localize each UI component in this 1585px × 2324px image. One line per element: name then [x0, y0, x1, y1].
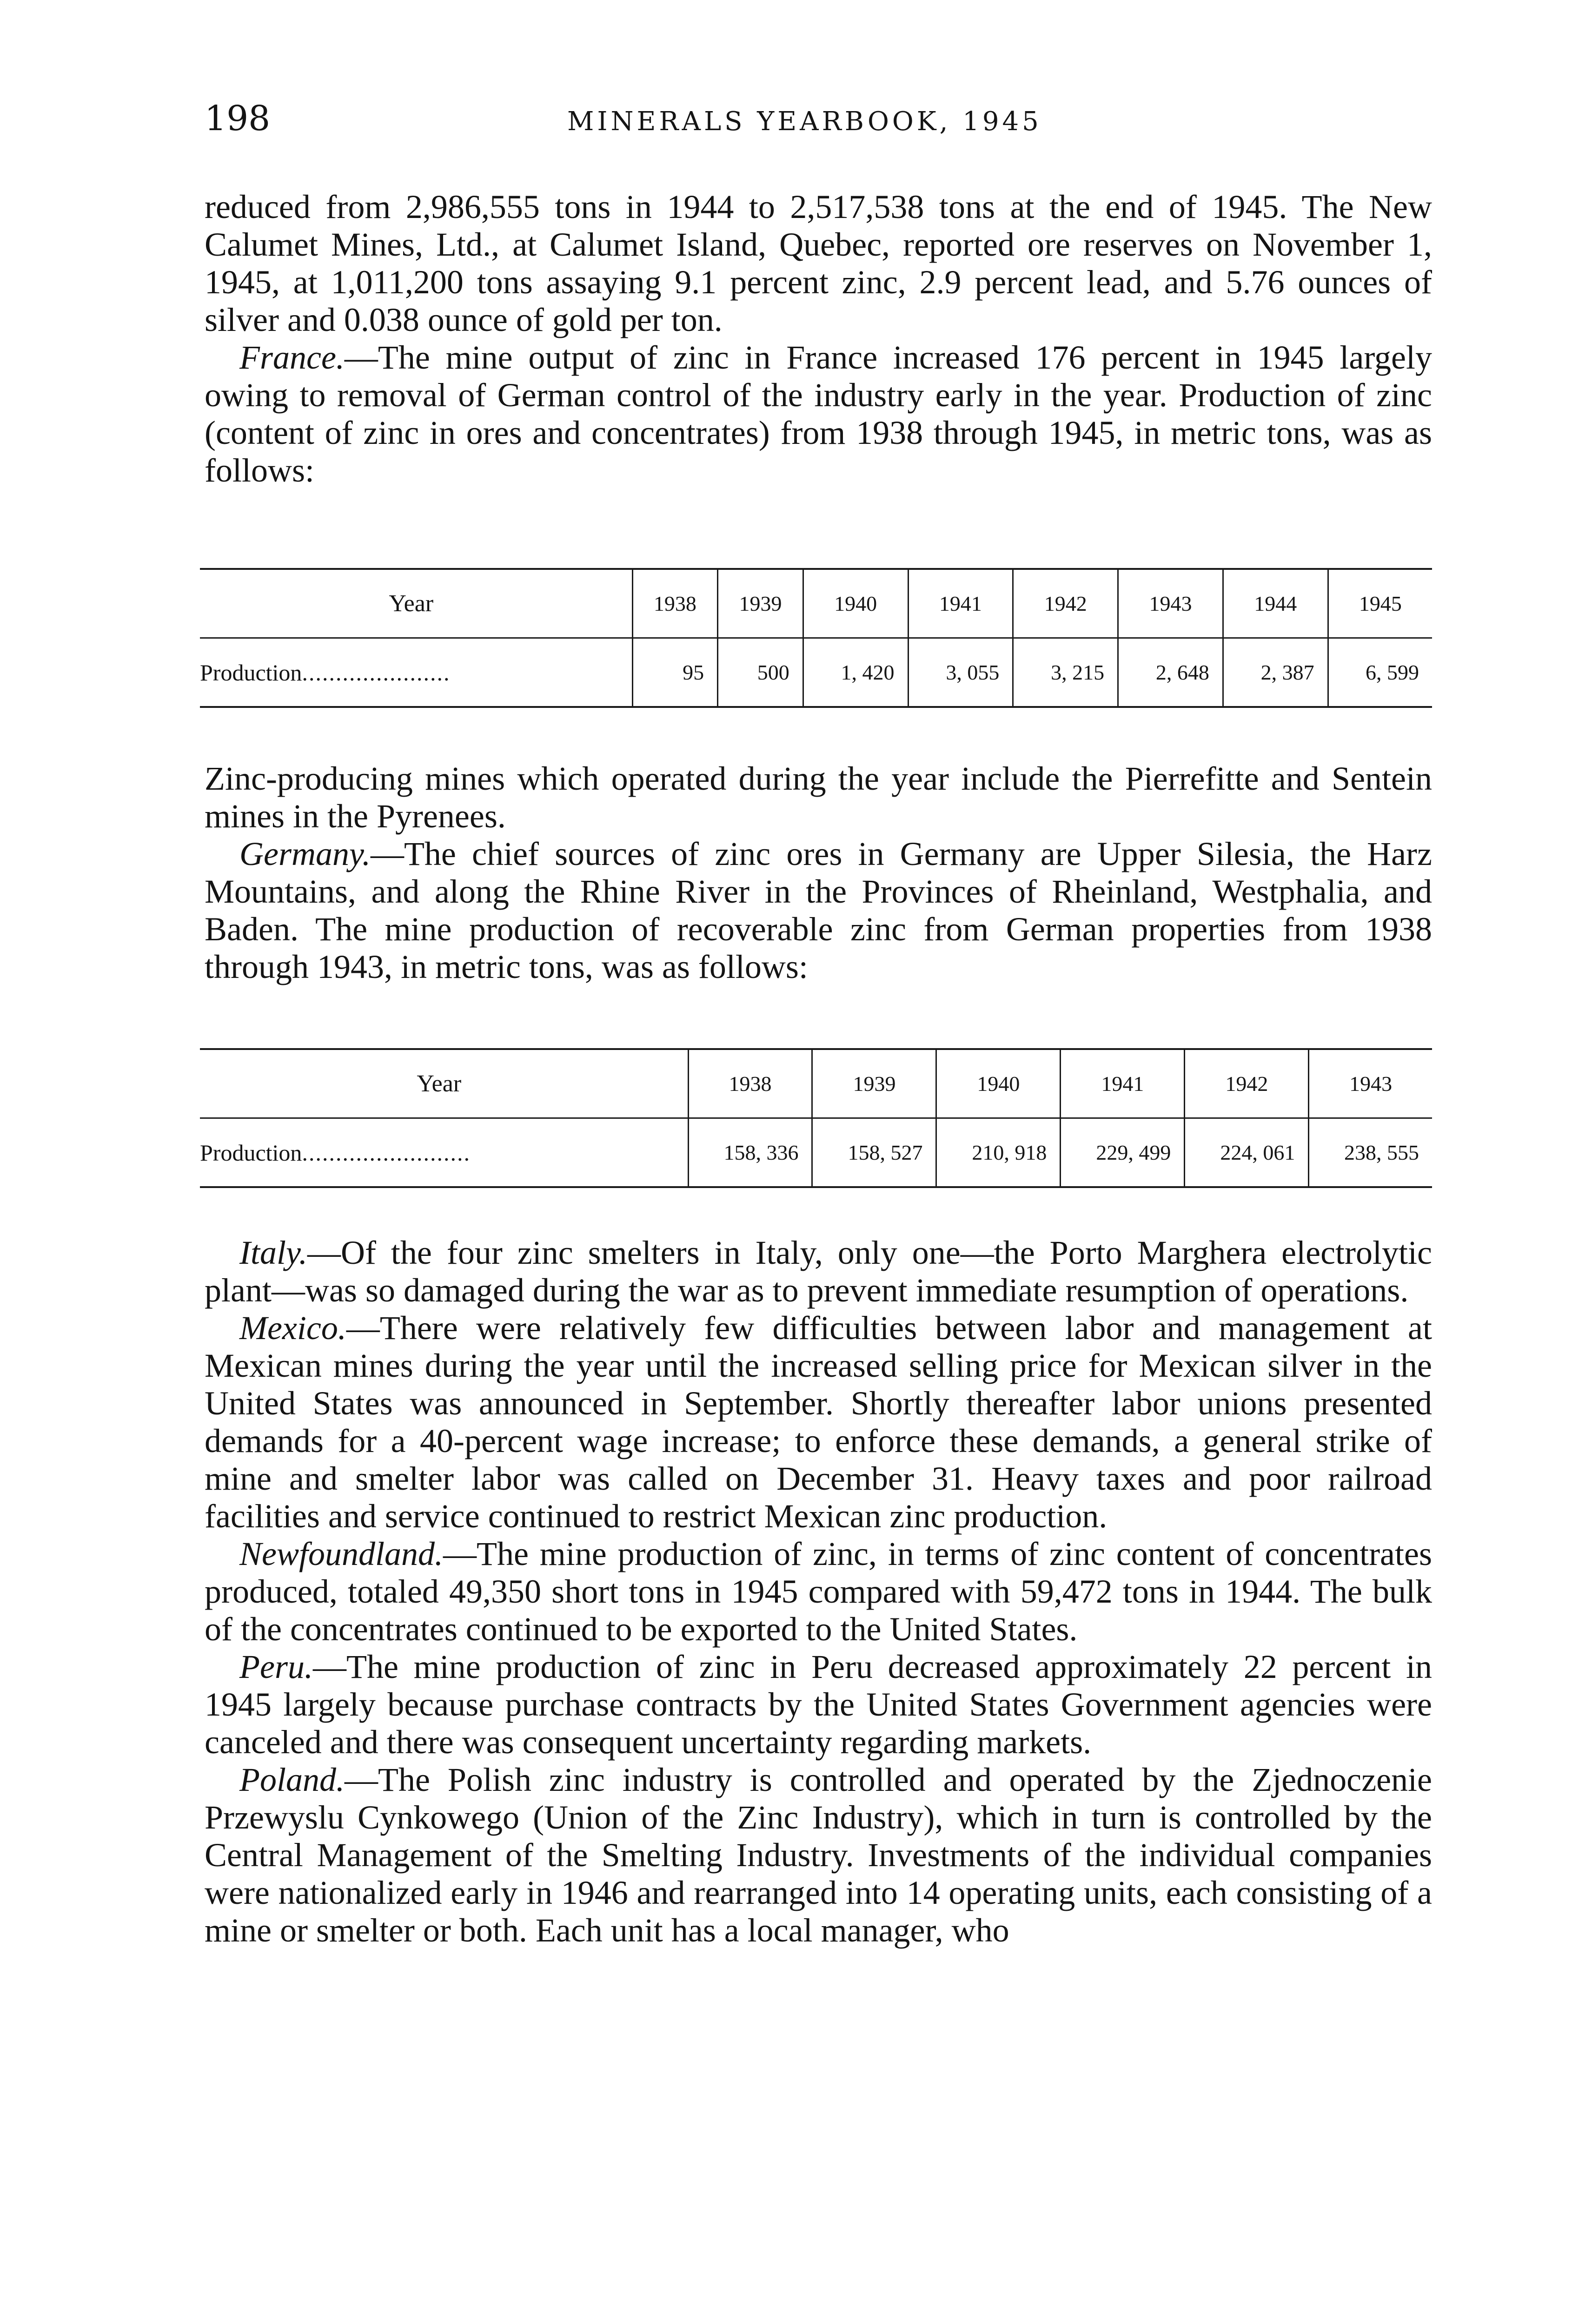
country-heading-poland: Poland. [239, 1761, 345, 1798]
cell-1941: 3, 055 [908, 638, 1013, 707]
running-title: MINERALS YEARBOOK, 1945 [567, 106, 1042, 137]
country-heading-italy: Italy. [239, 1234, 307, 1271]
paragraph-poland [205, 1761, 1432, 1949]
cell-1943: 2, 648 [1118, 638, 1223, 707]
poland-text: —The Polish zinc industry is controlled and operated by the Zjednoczenie Przewyslu Cynkowego (Union of the Zinc Industry), which in turn is controlled by the Central Management of the Smelting Industry. Investments of the individual companies were nationalized early in 1946 and rearranged into 14 operating units, each consisting of a mine or smelter or both. Each unit has a local manager, who [205, 1761, 1432, 1949]
paragraph-reserves: reduced from 2,986,555 tons in 1944 to 2,517,538 tons at the end of 1945. The New Calumet Mines, Ltd., at Calumet Island, Quebec, reported ore reserves on November 1, 1945, at 1,011,200 tons assaying 9.1 percent zinc, 2.9 percent lead, and 5.76 ounces of silver and 0.038 ounce of gold per ton. [205, 188, 1432, 338]
cell-1940: 1, 420 [803, 638, 908, 707]
column-header-1941: 1941 [1061, 1049, 1185, 1118]
running-head [205, 95, 1432, 151]
paragraph-mexico [205, 1309, 1432, 1535]
table-row [200, 1118, 1432, 1188]
paragraph-france-mines: Zinc-producing mines which operated during the year include the Pierrefitte and Sentein mines in the Pyrenees. [205, 760, 1432, 835]
germany-text: —The chief sources of zinc ores in Germany are Upper Silesia, the Harz Mountains, and along the Rhine River in the Provinces of Rheinland, Westphalia, and Baden. The mine production of recoverable zinc from German properties from 1938 through 1943, in metric tons, was as follows: [205, 835, 1432, 985]
cell-1945: 6, 599 [1328, 638, 1432, 707]
country-heading-france: France. [239, 339, 345, 376]
column-header-1944: 1944 [1223, 569, 1328, 638]
cell-1944: 2, 387 [1223, 638, 1328, 707]
table-header-row [200, 569, 1432, 638]
italy-text: —Of the four zinc smelters in Italy, only one—the Porto Marghera electrolytic plant—was so damaged during the war as to prevent immediate resumption of operations. [205, 1234, 1432, 1309]
column-header-1941: 1941 [908, 569, 1013, 638]
paragraph-france [205, 339, 1432, 489]
cell-1941: 229, 499 [1061, 1118, 1185, 1188]
mexico-text: —There were relatively few difficulties between labor and management at Mexican mines during the year until the increased selling price for Mexican silver in the United States was announced in September. Shortly thereafter labor unions presented demands for a 40-percent wage increase; to enforce these demands, a general strike of mine and smelter labor was called on December 31. Heavy taxes and poor railroad facilities and service continued to restrict Mexican zinc production. [205, 1309, 1432, 1535]
column-header-1942: 1942 [1013, 569, 1118, 638]
country-heading-germany: Germany. [239, 835, 371, 872]
cell-1939: 500 [718, 638, 803, 707]
row-label-production: Production......................... [200, 1139, 471, 1166]
text-block-countries [205, 1234, 1432, 1949]
column-header-1940: 1940 [803, 569, 908, 638]
column-header-1939: 1939 [812, 1049, 936, 1118]
text-block-germany [205, 760, 1432, 986]
row-label-production: Production...................... [200, 659, 451, 686]
column-header-1939: 1939 [718, 569, 803, 638]
newfoundland-text: —The mine production of zinc, in terms of zinc content of concentrates produced, totaled 49,350 short tons in 1945 compared with 59,472 tons in 1944. The bulk of the concentrates continued to be exported to the United States. [205, 1535, 1432, 1648]
cell-1938: 158, 336 [688, 1118, 812, 1188]
cell-1942: 3, 215 [1013, 638, 1118, 707]
column-header-year: Year [200, 569, 632, 638]
cell-1938: 95 [632, 638, 718, 707]
column-header-1938: 1938 [688, 1049, 812, 1118]
column-header-1943: 1943 [1118, 569, 1223, 638]
cell-1939: 158, 527 [812, 1118, 936, 1188]
france-production-table [200, 568, 1432, 708]
paragraph-germany [205, 835, 1432, 986]
country-heading-mexico: Mexico. [239, 1309, 346, 1347]
france-text: —The mine output of zinc in France increased 176 percent in 1945 largely owing to removal of German control of the industry early in the year. Production of zinc (content of zinc in ores and concentrates) from 1938 through 1945, in metric tons, was as follows: [205, 339, 1432, 489]
table-header-row [200, 1049, 1432, 1118]
column-header-1938: 1938 [632, 569, 718, 638]
paragraph-italy [205, 1234, 1432, 1309]
text-block-intro [205, 188, 1432, 489]
column-header-year: Year [200, 1049, 688, 1118]
table-row [200, 638, 1432, 707]
dot-leader: ...................... [302, 659, 451, 686]
france-production-table-wrapper [200, 568, 1432, 708]
cell-1943: 238, 555 [1309, 1118, 1432, 1188]
column-header-1942: 1942 [1185, 1049, 1309, 1118]
country-heading-newfoundland: Newfoundland. [239, 1535, 444, 1572]
page-number: 198 [205, 99, 271, 139]
country-heading-peru: Peru. [239, 1648, 313, 1685]
germany-production-table [200, 1048, 1432, 1188]
paragraph-newfoundland [205, 1535, 1432, 1648]
paragraph-peru [205, 1648, 1432, 1761]
cell-1942: 224, 061 [1185, 1118, 1309, 1188]
dot-leader: ......................... [302, 1139, 471, 1166]
cell-1940: 210, 918 [936, 1118, 1061, 1188]
column-header-1945: 1945 [1328, 569, 1432, 638]
column-header-1940: 1940 [936, 1049, 1061, 1118]
germany-production-table-wrapper [200, 1048, 1432, 1188]
column-header-1943: 1943 [1309, 1049, 1432, 1118]
peru-text: —The mine production of zinc in Peru decreased approximately 22 percent in 1945 largely because purchase contracts by the United States Government agencies were canceled and there was consequent uncertainty regarding markets. [205, 1648, 1432, 1761]
